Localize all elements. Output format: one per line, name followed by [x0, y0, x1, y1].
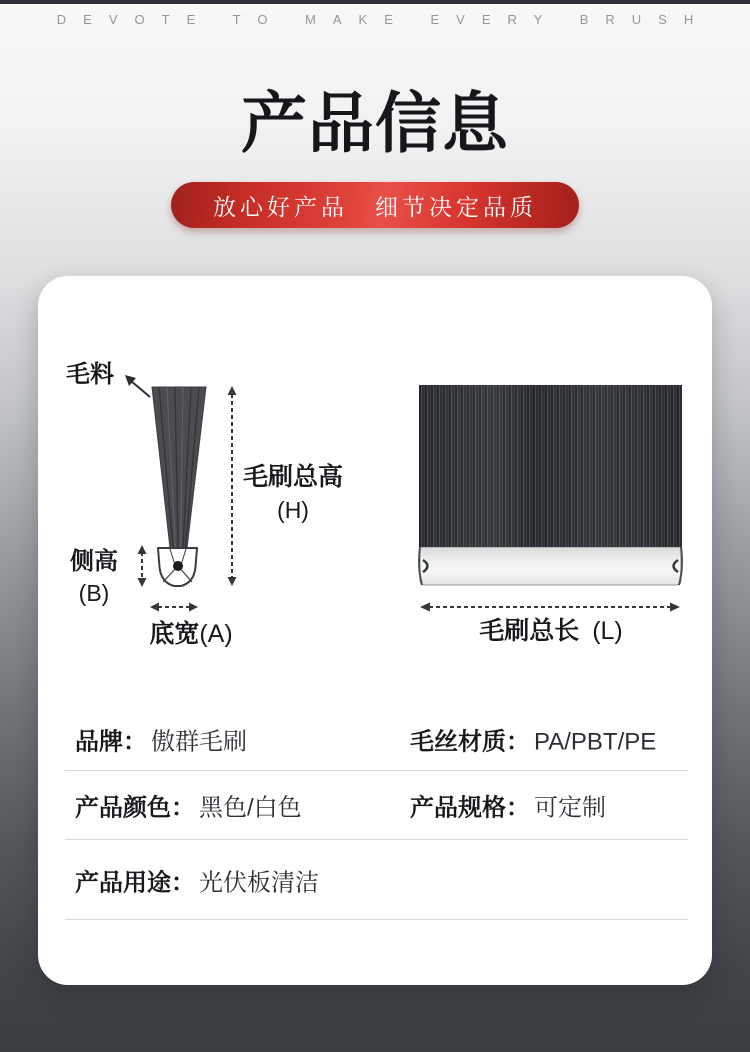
spec-label: 产品用途：	[75, 869, 195, 896]
product-info-card	[38, 276, 712, 985]
spec-value: 傲群毛刷	[151, 728, 247, 755]
total-length-arrow	[418, 597, 682, 617]
spec-specification	[410, 788, 606, 823]
total-height-label: 毛刷总高 (H)	[231, 464, 355, 523]
spec-brand	[75, 721, 247, 756]
base-width-label: 底宽(A)	[149, 620, 233, 648]
base-width-code: (A)	[199, 620, 233, 648]
total-height-code: (H)	[277, 496, 309, 523]
spec-label: 品牌：	[75, 728, 147, 755]
spec-value: 光伏板清洁	[199, 869, 319, 896]
side-height-label: 侧高 (B)	[62, 549, 126, 607]
total-length-label: 毛刷总长 (L)	[479, 617, 623, 645]
spec-value: 黑色/白色	[199, 794, 302, 822]
spec-label: 产品规格：	[410, 794, 530, 822]
page-title: 产品信息	[241, 86, 509, 160]
strip-brush-base	[417, 547, 684, 588]
total-length-code: (L)	[592, 617, 623, 645]
spec-label: 毛丝材质：	[410, 728, 530, 755]
table-row	[65, 707, 688, 771]
top-accent-bar	[0, 0, 750, 4]
spec-value: PA/PBT/PE	[534, 728, 657, 755]
subtitle-banner	[171, 182, 579, 228]
spec-label: 产品颜色：	[75, 794, 195, 822]
strip-brush-bristles	[419, 385, 682, 547]
bristle-material-label: 毛料	[66, 361, 114, 388]
spec-bristle-material	[410, 721, 656, 756]
table-row	[65, 771, 688, 840]
table-row	[65, 840, 688, 920]
spec-table	[65, 707, 688, 920]
spec-color	[75, 788, 302, 823]
spec-usage	[75, 862, 319, 897]
subtitle-text: 放心好产品 细节决定品质	[213, 193, 537, 220]
tagline-text: DEVOTE TO MAKE EVERY BRUSH	[56, 12, 711, 27]
side-height-code: (B)	[78, 580, 110, 607]
spec-value: 可定制	[534, 794, 606, 822]
